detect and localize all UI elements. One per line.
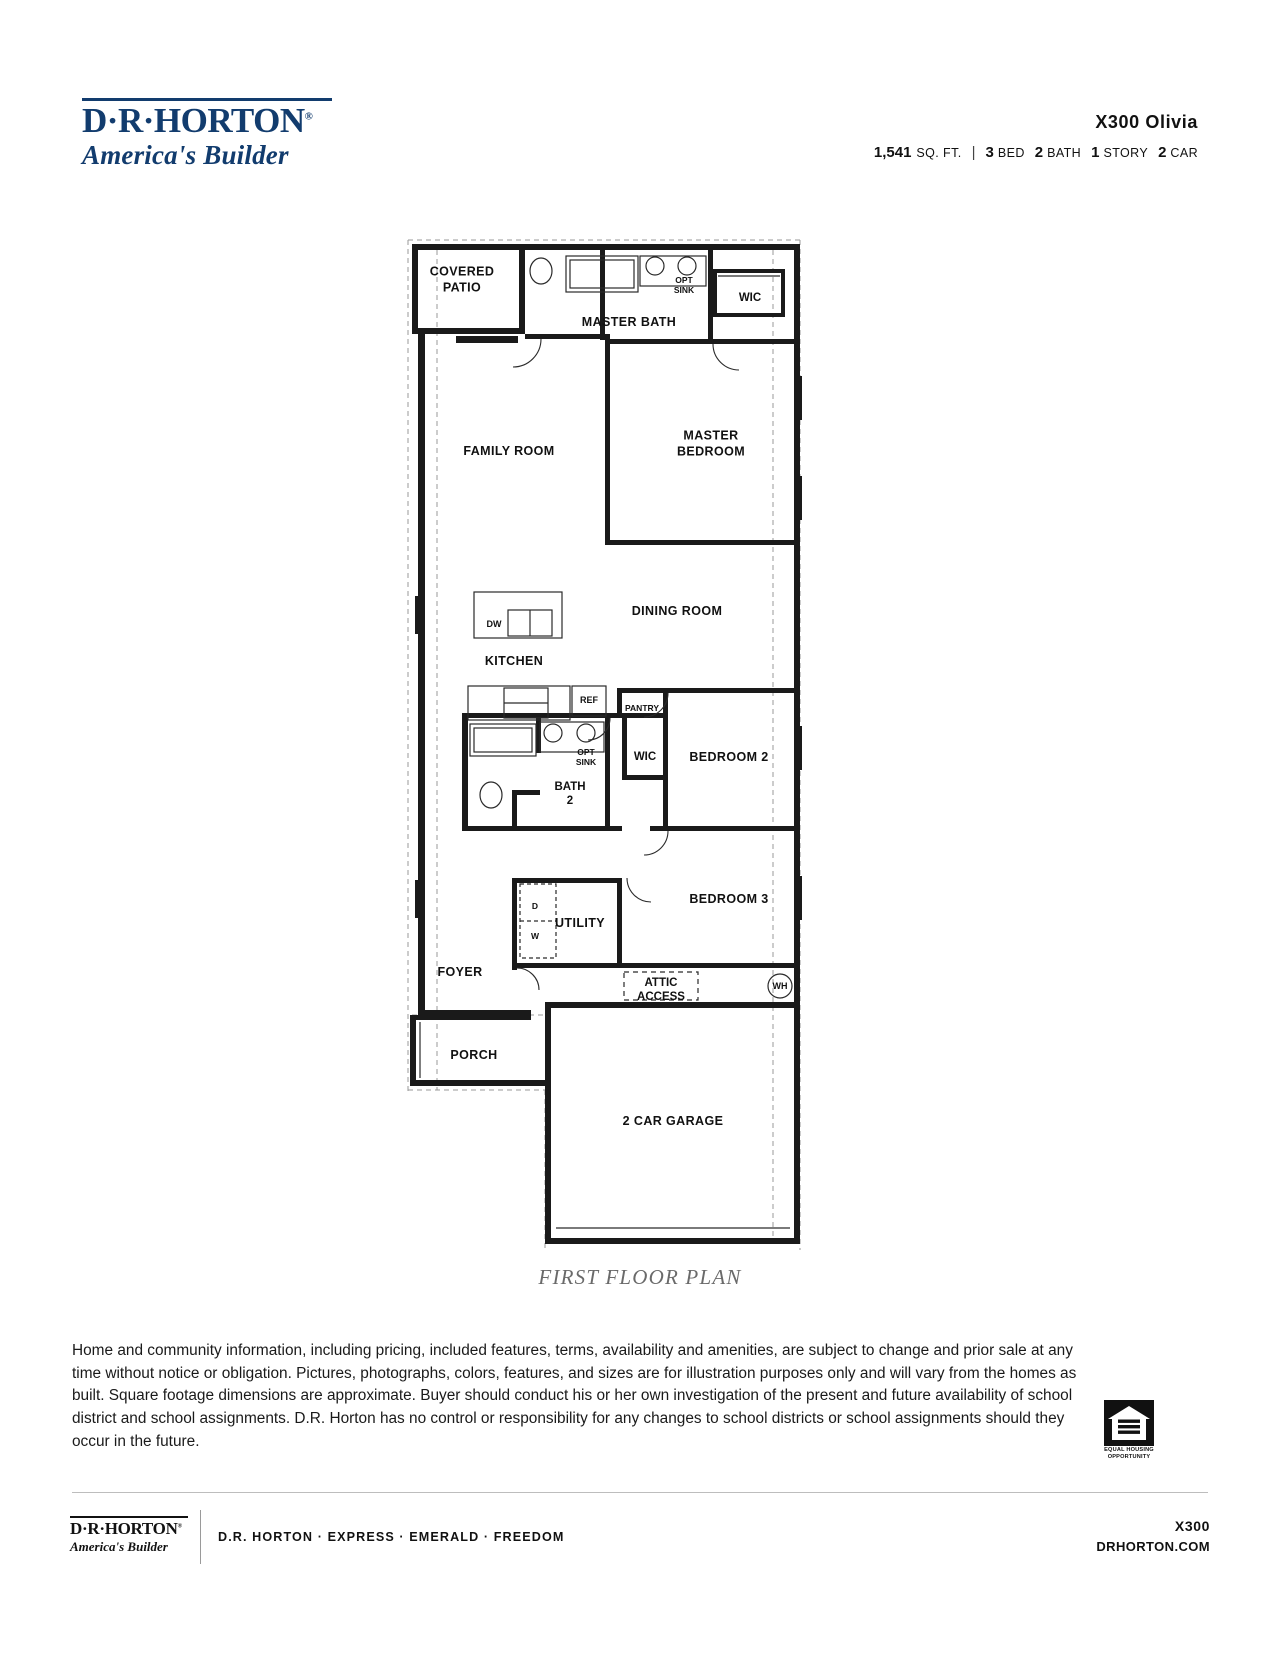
floor-plan-drawing	[0, 210, 1280, 1320]
sqft-label: SQ. FT.	[916, 146, 962, 160]
footer-registered-mark: ®	[177, 1523, 182, 1530]
room-label-kitchen: KITCHEN	[484, 654, 544, 668]
drhorton-logo	[82, 98, 352, 171]
room-label-attic-access: ATTIC ACCESS	[637, 977, 685, 1003]
footer-logo-wordmark-text: D·R·HORTON	[70, 1519, 178, 1538]
equal-housing-opportunity-logo	[1092, 1400, 1166, 1461]
car-label: CAR	[1170, 146, 1198, 160]
specs-separator: |	[971, 144, 976, 161]
registered-mark: ®	[304, 110, 313, 123]
room-label-wic-master: WIC	[738, 292, 762, 304]
room-label-covered-patio: COVERED PATIO	[429, 264, 495, 294]
plan-specs	[874, 144, 1198, 161]
eho-caption-line1: EQUAL HOUSING	[1104, 1447, 1154, 1453]
story-value: 1	[1091, 144, 1100, 161]
room-label-bedroom-3: BEDROOM 3	[689, 892, 769, 906]
appliance-label-dryer: D	[531, 901, 539, 911]
room-label-dining-room: DINING ROOM	[631, 604, 723, 618]
room-label-opt-sink-master: OPT SINK	[673, 275, 695, 295]
page-title: X300 Olivia	[1095, 112, 1198, 132]
story-label: STORY	[1103, 146, 1149, 160]
bath-value: 2	[1034, 144, 1044, 161]
logo-wordmark-text: D·R·HORTON	[82, 101, 305, 140]
room-label-opt-sink-bath2: OPT SINK	[575, 747, 597, 767]
bath-label: BATH	[1047, 146, 1082, 160]
appliance-label-refrigerator: REF	[580, 695, 598, 705]
logo-tagline: America's Builder	[82, 140, 289, 170]
footer-right-block	[1096, 1518, 1210, 1554]
room-label-family-room: FAMILY ROOM	[463, 444, 555, 458]
bed-value: 3	[985, 144, 994, 161]
page-header	[0, 0, 1280, 210]
room-label-bath-2: BATH 2	[554, 781, 586, 807]
bed-label: BED	[997, 146, 1025, 160]
floor-plan-caption: FIRST FLOOR PLAN	[538, 1265, 742, 1289]
footer-logo-rule	[70, 1516, 188, 1518]
footer-website-link[interactable]: DRHORTON.COM	[1096, 1539, 1210, 1554]
room-label-layer	[0, 210, 1280, 1320]
footer-logo-wordmark	[70, 1519, 196, 1539]
footer-drhorton-logo	[70, 1516, 196, 1555]
footer-vertical-divider	[200, 1510, 201, 1564]
room-label-pantry: PANTRY	[625, 703, 659, 713]
room-label-foyer: FOYER	[437, 965, 483, 979]
room-label-master-bedroom: MASTER BEDROOM	[676, 428, 746, 458]
room-label-porch: PORCH	[450, 1048, 498, 1062]
footer-logo-tagline: America's Builder	[70, 1539, 168, 1554]
appliance-label-washer: W	[530, 931, 540, 941]
room-label-wic-bedroom2: WIC	[633, 751, 657, 763]
footer-plan-code: X300	[1174, 1518, 1210, 1534]
sqft-value: 1,541	[873, 144, 912, 161]
equal-housing-icon	[1104, 1400, 1154, 1446]
room-label-bedroom-2: BEDROOM 2	[689, 750, 769, 764]
logo-wordmark	[82, 103, 352, 138]
room-label-utility: UTILITY	[554, 916, 606, 930]
room-label-water-heater: WH	[772, 981, 788, 991]
eho-caption-line2: OPPORTUNITY	[1107, 1453, 1151, 1460]
appliance-label-dishwasher: DW	[486, 619, 502, 629]
disclaimer-text: Home and community information, including pricing, included features, terms, availability and amenities, are subject to change and prior sale at any time without notice or obligation. Pictures, photographs, colors, features, and sizes are for illustration purposes only and will vary from the homes as built. Square footage dimensions are approximate. Buyer should conduct his or her own investigation of the present and future availability of school district and school assignments. D.R. Horton has no control or responsibility for any changes to school districts or school assignments should they occur in the future.	[72, 1342, 1077, 1450]
car-value: 2	[1158, 144, 1167, 161]
room-label-master-bath: MASTER BATH	[581, 315, 677, 329]
footer-brand-list: D.R. HORTON · EXPRESS · EMERALD · FREEDOM	[218, 1530, 565, 1544]
page-footer	[0, 1492, 1280, 1656]
room-label-two-car-garage: 2 CAR GARAGE	[622, 1114, 724, 1128]
